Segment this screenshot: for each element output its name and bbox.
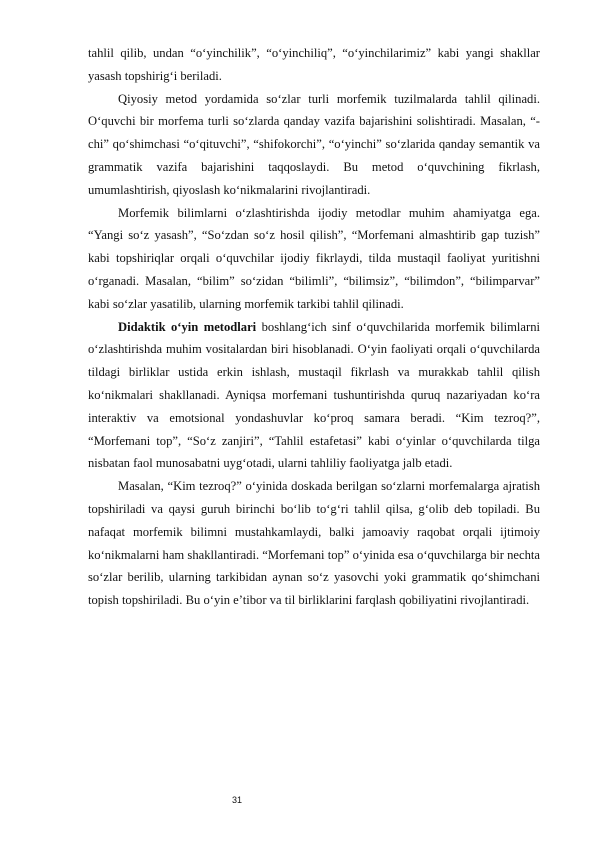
paragraph xyxy=(88,42,540,88)
paragraph-text: Masalan, “Kim tezroq?” o‘yinida doskada berilgan so‘zlarni morfemalarga ajratish topshiriladi va qaysi guruh birinchi bo‘lib to‘g‘ri tahlil qilsa, g‘olib deb topiladi. Bu nafaqat morfemik bilimni mustahkamlaydi, balki jamoaviy raqobat orqali ijtimoiy ko‘nikmalarni ham shakllantiradi. “Morfemani top” o‘yinida esa o‘quvchilarga bir nechta so‘zlar berilib, ularning tarkibidan aynan so‘z yasovchi yoki grammatik qo‘shimchani topish topshiriladi. Bu o‘yin e’tibor va til birliklarini farqlash qobiliyatini rivojlantiradi. xyxy=(88,479,540,608)
paragraph xyxy=(88,88,540,202)
paragraph xyxy=(88,316,540,476)
paragraph xyxy=(88,475,540,612)
paragraph-text: boshlang‘ich sinf o‘quvchilarida morfemik bilimlarni o‘zlashtirishda muhim vositalardan biri hisoblanadi. O‘yin faoliyati orqali o‘quvchilarda tildagi birliklar ustida erkin ishlash, mustaqil fikrlash va murakkab tahlil qilish ko‘nikmalari shakllanadi. Ayniqsa morfemani tushuntirishda quruq nazariyadan ko‘ra interaktiv va emotsional yondashuvlar ko‘proq samara beradi. “Kim tezroq?”, “Morfemani top”, “So‘z zanjiri”, “Tahlil estafetasi” kabi o‘yinlar o‘quvchilarda tilga nisbatan faol munosabatni uyg‘otadi, ularni tahliliy faoliyatga jalb etadi. xyxy=(88,319,540,471)
page-number: 31 xyxy=(232,795,243,805)
paragraph-text: Qiyosiy metod yordamida so‘zlar turli morfemik tuzilmalarda tahlil qilinadi. O‘quvchi bir morfema turli so‘zlarda qanday vazifa bajarishini solishtiradi. Masalan, “-chi” qo‘shimchasi “o‘qituvchi”, “shifokorchi”, “o‘yinchi” so‘zlarida qanday semantik va grammatik vazifa bajarishini taqqoslaydi. Bu metod o‘quvchining fikrlash, umumlashtirish, qiyoslash ko‘nikmalarini rivojlantiradi. xyxy=(88,91,540,197)
bold-term: Didaktik o‘yin metodlari xyxy=(118,319,257,334)
body-text xyxy=(88,42,540,612)
paragraph xyxy=(88,202,540,316)
paragraph-text: tahlil qilib, undan “o‘yinchilik”, “o‘yinchiliq”, “o‘yinchilarimiz” kabi yangi shakllar yasash topshirig‘i beriladi. xyxy=(88,46,540,83)
paragraph-text: Morfemik bilimlarni o‘zlashtirishda ijodiy metodlar muhim ahamiyatga ega. “Yangi so‘z yasash”, “So‘zdan so‘z hosil qilish”, “Morfemani almashtirib gap tuzish” kabi topshiriqlar orqali o‘quvchilar ijodiy fikrlaydi, tilda mustaqil faoliyat yuritishni o‘rganadi. Masalan, “bilim” so‘zidan “bilimli”, “bilimsiz”, “bilimdon”, “bilimparvar” kabi so‘zlar yasatilib, ularning morfemik tarkibi tahlil qilinadi. xyxy=(88,205,540,311)
